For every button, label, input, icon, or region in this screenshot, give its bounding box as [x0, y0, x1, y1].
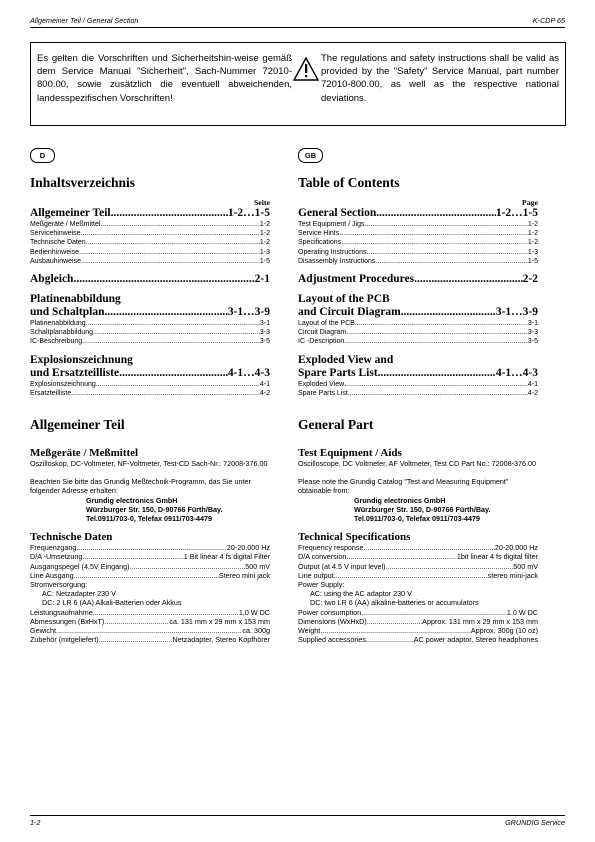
toc-subentry — [30, 257, 270, 266]
spec-label: Line Ausgang — [30, 570, 74, 580]
spec-row — [30, 562, 270, 571]
toc-entry — [298, 273, 538, 286]
toc-leader — [375, 257, 527, 266]
toc-subentry-page: 1-2 — [259, 221, 270, 228]
page-footer — [30, 815, 565, 828]
measurement-title: Meßgeräte / Meßmittel — [30, 447, 139, 460]
toc-entry — [30, 367, 270, 380]
spec-row — [298, 552, 538, 561]
warning-triangle-icon — [293, 57, 319, 81]
spec-label: Line output — [298, 570, 334, 580]
toc-entry-page: 3-1…3-9 — [227, 306, 270, 319]
toc-leader — [86, 238, 260, 247]
toc-subentry — [298, 319, 538, 328]
measurement-title: Test Equipment / Aids — [298, 447, 402, 460]
toc-subentry-title: Spare Parts List — [298, 389, 348, 397]
toc-entry-page: 2-2 — [522, 273, 538, 286]
toc-subentry — [30, 328, 270, 337]
toc-entry-title: Adjustment Procedures — [298, 273, 415, 286]
spec-value: 1.0 W DC — [506, 607, 538, 617]
spec-row — [30, 608, 270, 617]
spec-label: D/A conversion — [298, 552, 347, 562]
toc-subentry-title: Technische Daten — [30, 239, 86, 247]
toc-leader — [376, 207, 496, 220]
toc-entry-page: 2-1 — [254, 273, 270, 286]
spec-value: 20-20.000 Hz — [494, 543, 538, 553]
spec-row — [298, 635, 538, 644]
toc-subentry-page: 1-5 — [259, 257, 270, 265]
toc-subentry-page: 3-3 — [259, 329, 270, 337]
toc-subentry-page: 4-1 — [259, 380, 270, 388]
toc-leader — [346, 328, 528, 337]
address-company: Grundig electronics GmbH — [354, 495, 446, 505]
toc-subentry-page: 4-1 — [527, 380, 538, 388]
toc-section-heading: Layout of the PCB — [298, 293, 390, 306]
spec-leader — [56, 626, 242, 635]
toc-subentry-page: 3-1 — [259, 320, 270, 328]
spec-leader — [104, 617, 169, 626]
spec-label: D/A -Umsetzung — [30, 552, 83, 562]
toc-entry — [298, 207, 538, 220]
spec-label: Output (at 4.5 V input level) — [298, 561, 386, 571]
toc-section — [298, 293, 538, 347]
spec-value: 500 mV — [245, 561, 270, 571]
toc-subentry-title: Ausbauhinweise — [30, 257, 81, 265]
toc-subentry-page: 1-2 — [527, 239, 538, 247]
spec-leader — [366, 635, 414, 644]
toc-leader — [401, 306, 496, 319]
catalog-text: Beachten Sie bitte das Grundig Meßtechnik-Programm, das Sie unter folgender Adresse erhalten: — [30, 477, 251, 496]
spec-value: 1bit linear 4 fs digital filter — [456, 552, 538, 562]
toc-section — [30, 354, 270, 398]
toc-subentry-title: IC -Description — [298, 338, 345, 346]
safety-notice-english: The regulations and safety instructions shall be valid as provided by the "Safety" Service Manual, part number 72010-800.00, as well as the respective national deviations. — [321, 53, 559, 104]
toc-subentry-title: Disassembly Instructions — [298, 257, 376, 265]
spec-leader — [130, 562, 246, 571]
spec-label: Power consumption — [298, 607, 362, 617]
toc-title: Table of Contents — [298, 175, 400, 190]
toc-leader — [341, 238, 528, 247]
toc-section — [298, 273, 538, 286]
toc-entry-title: Allgemeiner Teil — [30, 207, 111, 219]
power-dc: DC: two LR 6 (AA) alkaline-batteries or accumulators — [310, 598, 479, 608]
spec-row — [30, 571, 270, 580]
toc-leader — [93, 328, 260, 337]
spec-leader — [361, 608, 507, 617]
header-section-title: Allgemeiner Teil / General Section — [30, 16, 139, 25]
toc-subentry-title: Meßgeräte / Meßmittel — [30, 221, 101, 228]
toc-entry-title: Spare Parts List — [298, 366, 378, 379]
english-column — [298, 148, 538, 644]
toc-leader — [339, 229, 528, 238]
toc-leader — [378, 367, 496, 380]
toc-subentry-title: Platinenabbildung — [30, 320, 86, 328]
toc-entry — [298, 306, 538, 319]
spec-row — [298, 543, 538, 552]
part-title: Allgemeiner Teil — [30, 417, 125, 433]
toc-entry — [30, 306, 270, 319]
toc-subentry — [298, 257, 538, 266]
toc-entry-title: und Ersatzteilliste — [30, 366, 120, 379]
toc-subentry-page: 4-2 — [259, 389, 270, 397]
page-header — [30, 16, 565, 28]
spec-value: 1 Bit linear 4 fs digital Filter — [183, 552, 270, 562]
toc-subentry — [298, 238, 538, 247]
address-phone: Tel.0911/703-0, Telefax 0911/703-4479 — [354, 514, 481, 524]
spec-leader — [93, 608, 239, 617]
spec-label: Leistungsaufnahme — [30, 607, 93, 617]
toc-leader — [73, 273, 254, 286]
toc-leader — [355, 319, 528, 328]
toc-subentry — [298, 248, 538, 257]
spec-row — [30, 626, 270, 635]
power-supply-label: Power Supply: — [298, 580, 345, 590]
toc-subentry — [30, 229, 270, 238]
toc-entry-page: 3-1…3-9 — [495, 306, 538, 319]
toc-section-heading: Exploded View and — [298, 353, 394, 366]
part-title: General Part — [298, 417, 374, 433]
toc-subentry-title: Servicehinweise — [30, 230, 81, 238]
spec-leader — [364, 543, 495, 552]
toc-entry — [30, 207, 270, 220]
spec-value: 1,0 W DC — [238, 607, 270, 617]
toc-subentry-title: Ersatzteilliste — [30, 389, 72, 397]
toc-subentry-title: Specifications — [298, 239, 342, 247]
toc-page-label: Page — [521, 198, 538, 207]
toc-subentry-page: 3-5 — [259, 338, 270, 346]
toc-section-heading: Platinenabbildung — [30, 293, 121, 306]
toc-subentry-title: Bedienhinweise — [30, 248, 80, 256]
specifications-title: Technical Specifications — [298, 531, 411, 544]
spec-row — [298, 571, 538, 580]
toc-subentry-page: 3-5 — [527, 338, 538, 346]
spec-value: Stereo mini jack — [218, 570, 270, 580]
toc-entry — [298, 367, 538, 380]
toc-subentry-page: 1-2 — [527, 230, 538, 238]
toc-subentry-page: 1-3 — [527, 248, 538, 256]
spec-label: Frequency response — [298, 543, 364, 553]
spec-value: stereo mini-jack — [487, 570, 538, 580]
spec-row — [298, 562, 538, 571]
spec-leader — [74, 571, 219, 580]
toc-subentry-page: 4-2 — [527, 389, 538, 397]
specifications-title: Technische Daten — [30, 531, 113, 544]
toc-leader — [111, 207, 228, 220]
spec-leader — [346, 552, 457, 561]
spec-value: 500 mV — [513, 561, 538, 571]
safety-notice-german: Es gelten die Vorschriften und Sicherheitshin-weise gemäß dem Service Manual "Sicherheit", Sach-Nummer 72010-800.00, sowie zusätzlich die eventuell abweichenden, landesspezifischen Vorschriften! — [37, 53, 292, 104]
toc-leader — [344, 380, 528, 389]
toc-leader — [100, 220, 259, 229]
toc-leader — [81, 257, 260, 266]
toc-entry-title: und Schaltplan — [30, 306, 105, 319]
footer-brand: GRUNDIG Service — [505, 818, 565, 827]
power-supply-label: Stromversorgung: — [30, 580, 88, 590]
toc-leader — [348, 389, 528, 398]
spec-leader — [367, 617, 422, 626]
toc-entry-page: 1-2…1-5 — [227, 207, 270, 219]
toc-subentry-title: Service Hints — [298, 230, 340, 238]
toc-entry — [30, 273, 270, 286]
toc-subentry-title: Operating Instructions — [298, 248, 367, 256]
address-company: Grundig electronics GmbH — [86, 495, 178, 505]
toc-subentry — [30, 319, 270, 328]
toc-subentry-title: Schaltplanabbildung — [30, 329, 94, 337]
toc-section — [30, 207, 270, 266]
toc-leader — [119, 367, 228, 380]
german-column — [30, 148, 270, 644]
spec-value: ca. 131 mm x 29 mm x 153 mm — [169, 616, 270, 626]
toc-subentry — [30, 380, 270, 389]
measurement-text: Oszilloskop, DC-Voltmeter, NF-Voltmeter, Test-CD Sach-Nr.: 72008-376.00 — [30, 459, 268, 469]
spec-row — [298, 617, 538, 626]
spec-leader — [76, 543, 226, 552]
toc-section — [30, 293, 270, 347]
toc-subentry — [30, 389, 270, 398]
toc-leader — [344, 337, 528, 346]
toc-subentry — [30, 238, 270, 247]
toc-entry-page: 1-2…1-5 — [495, 207, 538, 219]
address-street: Würzburger Str. 150, D-90766 Fürth/Bay. — [86, 504, 223, 514]
measurement-text: Oscilloscope, DC Voltmeter, AF Voltmeter, Test CD Part No.: 72008-376.00 — [298, 459, 536, 469]
spec-label: Zubehör (mitgeliefert) — [30, 635, 99, 645]
toc-section-heading: Explosionszeichnung — [30, 353, 133, 366]
toc-subentry-page: 3-1 — [527, 320, 538, 328]
toc-section — [298, 354, 538, 398]
toc-subentry — [298, 328, 538, 337]
address-street: Würzburger Str. 150, D-90766 Fürth/Bay. — [354, 504, 491, 514]
spec-value: 20-20.000 Hz — [226, 543, 270, 553]
toc-section — [298, 207, 538, 266]
toc-subentry-page: 1-2 — [259, 239, 270, 247]
toc-leader — [82, 337, 260, 346]
language-flag: D — [30, 148, 55, 163]
spec-label: Abmessungen (BxHxT) — [30, 616, 105, 626]
toc-subentry — [30, 248, 270, 257]
spec-row — [30, 635, 270, 644]
toc-subentry-title: IC-Beschreibung — [30, 338, 83, 346]
spec-row — [30, 617, 270, 626]
toc-subentry-page: 1-2 — [527, 221, 538, 228]
spec-leader — [82, 552, 183, 561]
spec-label: Gewicht — [30, 626, 56, 636]
toc-subentry-title: Layout of the PCB — [298, 320, 355, 328]
toc-leader — [104, 306, 227, 319]
spec-value: ca. 300g — [242, 626, 270, 636]
spec-label: Supplied accessories — [298, 635, 366, 645]
spec-leader — [386, 562, 514, 571]
toc-leader — [79, 248, 260, 257]
power-ac: AC: using the AC adaptor 230 V — [310, 589, 412, 599]
catalog-text: Please note the Grundig Catalog "Test and Measuring Equipment" obtainable from: — [298, 477, 509, 496]
toc-subentry — [298, 220, 538, 229]
page-number: 1-2 — [30, 818, 41, 827]
header-model: K-CDP 65 — [532, 16, 565, 25]
toc-leader — [96, 380, 260, 389]
toc-subentry — [298, 229, 538, 238]
spec-leader — [99, 635, 173, 644]
spec-leader — [320, 626, 471, 635]
toc-entry-page: 4-1…4-3 — [495, 366, 538, 379]
toc-section — [30, 273, 270, 286]
toc-subentry — [298, 380, 538, 389]
spec-value: AC power adaptor, Stereo headphones — [413, 635, 538, 645]
toc-entry-title: Abgleich — [30, 273, 74, 286]
toc-title: Inhaltsverzeichnis — [30, 175, 136, 190]
toc-leader — [365, 220, 528, 229]
power-ac: AC: Netzadapter 230 V — [42, 589, 116, 599]
spec-label: Frequenzgang — [30, 543, 77, 553]
safety-notice-box — [30, 42, 566, 126]
toc-leader — [81, 229, 260, 238]
toc-subentry-title: Exploded View — [298, 380, 345, 388]
toc-subentry — [30, 337, 270, 346]
toc-page-label: Seite — [253, 198, 270, 207]
toc-subentry-title: Test Equipment / Jigs — [298, 221, 365, 228]
spec-label: Weight — [298, 626, 321, 636]
power-dc: DC: 2 LR 6 (AA) Alkali-Batterien oder Akkus — [42, 598, 182, 608]
toc-subentry-page: 1-5 — [527, 257, 538, 265]
toc-entry-title: General Section — [298, 207, 377, 219]
language-flag: GB — [298, 148, 323, 163]
toc-leader — [71, 389, 260, 398]
toc-subentry — [298, 389, 538, 398]
toc-subentry-page: 3-3 — [527, 329, 538, 337]
spec-value: Approx. 131 mm x 29 mm x 153 mm — [422, 616, 538, 626]
toc-subentry-title: Circuit Diagram — [298, 329, 347, 337]
toc-subentry-title: Explosionszeichnung — [30, 380, 96, 388]
spec-label: Ausgangspegel (4,5V Eingang) — [30, 561, 130, 571]
spec-row — [298, 608, 538, 617]
toc-entry-title: and Circuit Diagram — [298, 306, 401, 319]
toc-leader — [86, 319, 260, 328]
toc-subentry-page: 1-2 — [259, 230, 270, 238]
toc-subentry — [30, 220, 270, 229]
spec-row — [30, 543, 270, 552]
toc-leader — [366, 248, 527, 257]
toc-entry-page: 4-1…4-3 — [227, 366, 270, 379]
spec-label: Dimensions (WxHxD) — [298, 616, 367, 626]
spec-value: Approx. 300g (10 oz) — [470, 626, 538, 636]
toc-subentry — [298, 337, 538, 346]
toc-leader — [414, 273, 522, 286]
spec-value: Netzadapter, Stereo Kopfhörer — [172, 635, 270, 645]
spec-leader — [334, 571, 488, 580]
spec-row — [30, 552, 270, 561]
spec-row — [298, 626, 538, 635]
toc-subentry-page: 1-3 — [259, 248, 270, 256]
address-phone: Tel.0911/703-0, Telefax 0911/703-4479 — [86, 514, 213, 524]
